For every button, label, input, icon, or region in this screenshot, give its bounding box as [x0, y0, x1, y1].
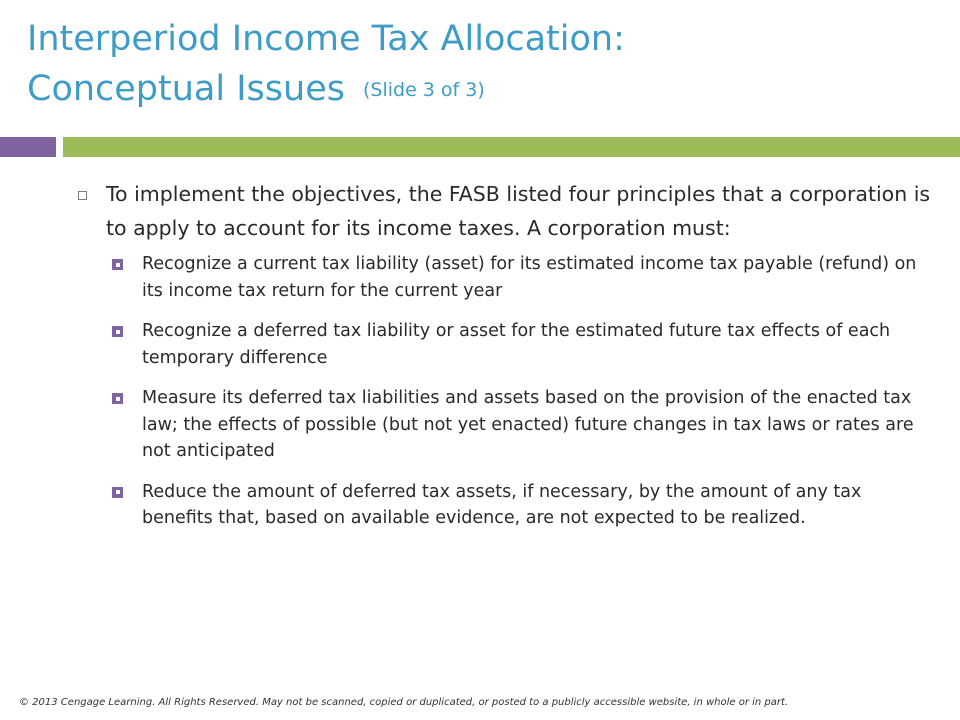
sub-bullet-text: Measure its deferred tax liabilities and assets based on the provision of the enacted tax law; the effects of possible (but not yet enacted) future changes in tax laws or rates are not anticipated	[142, 388, 914, 461]
title-line-2-text: Conceptual Issues	[27, 69, 345, 109]
square-bullet-icon	[112, 326, 123, 337]
sub-bullet-list	[76, 251, 936, 532]
slide-content	[76, 178, 936, 546]
square-bullet-icon	[112, 259, 123, 270]
title-line-2	[27, 64, 927, 115]
square-bullet-icon	[112, 487, 123, 498]
sub-bullet	[76, 385, 936, 465]
main-bullet	[76, 178, 936, 245]
sub-bullet-text: Recognize a current tax liability (asset) for its estimated income tax payable (refund) on its income tax return for the current year	[142, 254, 917, 301]
sub-bullet	[76, 318, 936, 371]
title-line-1: Interperiod Income Tax Allocation:	[27, 19, 625, 59]
sub-bullet	[76, 251, 936, 304]
box-bullet-icon	[78, 191, 87, 200]
square-bullet-icon	[112, 393, 123, 404]
slide-number-label: (Slide 3 of 3)	[362, 79, 485, 101]
sub-bullet-text: Recognize a deferred tax liability or asset for the estimated future tax effects of each temporary difference	[142, 321, 891, 368]
purple-accent-bar	[0, 137, 56, 157]
main-bullet-text: To implement the objectives, the FASB listed four principles that a corporation is to apply to account for its income taxes. A corporation must:	[106, 182, 931, 240]
slide-title	[27, 14, 927, 115]
sub-bullet-text: Reduce the amount of deferred tax assets, if necessary, by the amount of any tax benefits that, based on available evidence, are not expected to be realized.	[142, 481, 862, 528]
copyright-footer: © 2013 Cengage Learning. All Rights Reserved. May not be scanned, copied or duplicated, or posted to a publicly accessible website, in whole or in part.	[19, 697, 789, 708]
sub-bullet	[76, 479, 936, 532]
green-accent-bar	[63, 137, 960, 157]
